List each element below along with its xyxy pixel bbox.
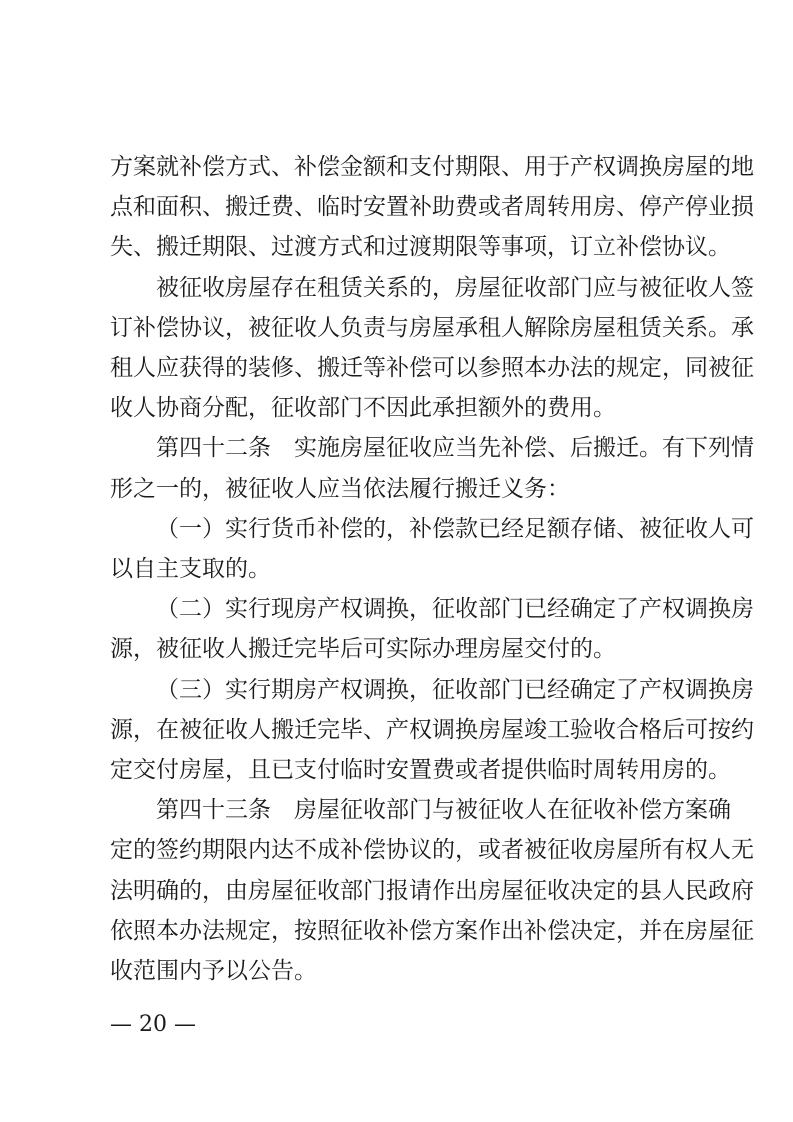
text-line: 定交付房屋，且已支付临时安置费或者提供临时周转用房的。 [110,757,731,783]
text-line: 收范围内予以公告。 [110,958,317,984]
text-line: 定的签约期限内达不成补偿协议的，或者被征收房屋所有权人无 [110,837,754,863]
text-line: 形之一的，被征收人应当依法履行搬迁义务： [110,476,570,502]
text-line: 以自主支取的。 [110,556,271,582]
clause-2-line: （二）实行现房产权调换，征收部门已经确定了产权调换房 [156,596,754,622]
text-line: 订补偿协议，被征收人负责与房屋承租人解除房屋租赁关系。承 [110,315,754,341]
text-line: 方案就补偿方式、补偿金额和支付期限、用于产权调换房屋的地 [110,154,754,180]
text-line: 被征收房屋存在租赁关系的，房屋征收部门应与被征收人签 [156,275,754,301]
text-line: 源，被征收人搬迁完毕后可实际办理房屋交付的。 [110,636,616,662]
article-43-heading-line: 第四十三条 房屋征收部门与被征收人在征收补偿方案确 [156,797,731,823]
text-line: 收人协商分配，征收部门不因此承担额外的费用。 [110,395,616,421]
text-line: 失、搬迁期限、过渡方式和过渡期限等事项，订立补偿协议。 [110,234,731,260]
article-42-heading-line: 第四十二条 实施房屋征收应当先补偿、后搬迁。有下列情 [156,435,754,461]
page-number: — 20 — [110,1012,196,1037]
text-line: 依照本办法规定，按照征收补偿方案作出补偿决定，并在房屋征 [110,918,754,944]
clause-1-line: （一）实行货币补偿的，补偿款已经足额存储、被征收人可 [156,516,754,542]
text-line: 点和面积、搬迁费、临时安置补助费或者周转用房、停产停业损 [110,194,754,220]
text-line: 源，在被征收人搬迁完毕、产权调换房屋竣工验收合格后可按约 [110,717,754,743]
text-line: 租人应获得的装修、搬迁等补偿可以参照本办法的规定，同被征 [110,355,754,381]
clause-3-line: （三）实行期房产权调换，征收部门已经确定了产权调换房 [156,677,754,703]
text-line: 法明确的，由房屋征收部门报请作出房屋征收决定的县人民政府 [110,878,754,904]
